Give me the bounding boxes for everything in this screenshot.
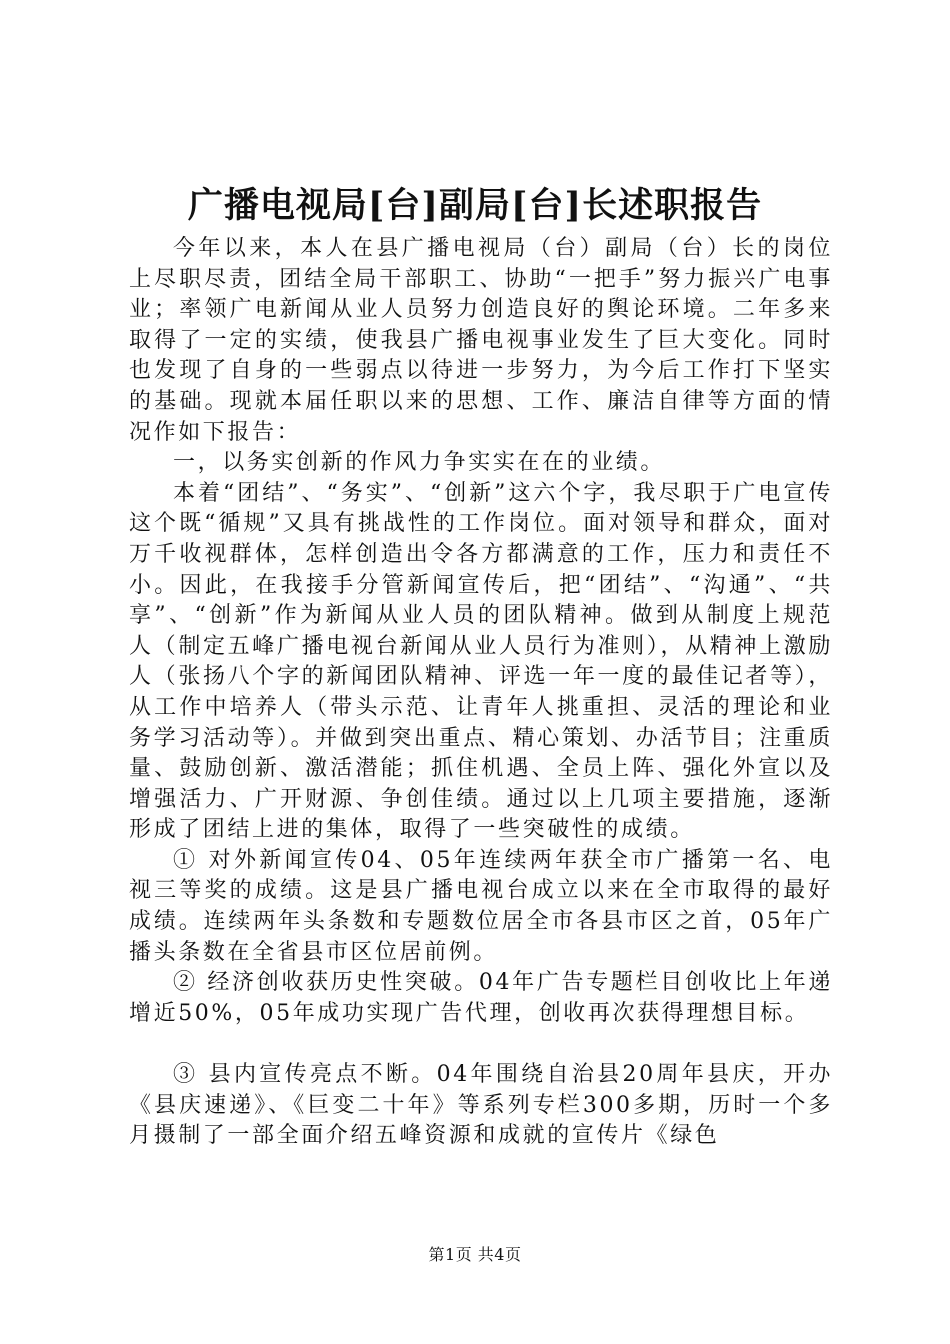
page-footer: 第1页 共4页 [428, 1245, 522, 1264]
list-item-2: ② 经济创收获历史性突破。04年广告专题栏目创收比上年递增近50%，05年成功实现广告代理，创收再次获得理想目标。 [129, 970, 833, 1026]
paragraph-teamwork: 本着“团结”、“务实”、“创新”这六个字，我尽职于广电宣传这个既“循规”又具有挑战性的工作岗位。面对领导和群众，面对万千收视群体，怎样创造出令各方都满意的工作，压力和责任不小。因此，在我接手分管新闻宣传后，把“团结”、“沟通”、“共享”、“创新”作为新闻从业人员的团队精神。做到从制度上规范人（制定五峰广播电视台新闻从业人员行为准则），从精神上激励人（张扬八个字的新闻团队精神、评选一年一度的最佳记者等），从工作中培养人（带头示范、让青年人挑重担、灵活的理论和业务学习活动等）。并做到突出重点、精心策划、办活节目；注重质量、鼓励创新、激活潜能；抓住机遇、全员上阵、强化外宣以及增强活力、广开财源、争创佳绩。通过以上几项主要措施，逐渐形成了团结上进的集体，取得了一些突破性的成绩。 [129, 480, 833, 843]
document-title: 广播电视局[台]副局[台]长述职报告 [187, 185, 763, 226]
list-item-3: ③ 县内宣传亮点不断。04年围绕自治县20周年县庆，开办《县庆速递》、《巨变二十年》等系列专栏300多期，历时一个多月摄制了一部全面介绍五峰资源和成就的宣传片《绿色 [129, 1062, 833, 1149]
list-item-1: ① 对外新闻宣传04、05年连续两年获全市广播第一名、电视三等奖的成绩。这是县广播电视台成立以来在全市取得的最好成绩。连续两年头条数和专题数位居全市各县市区之首，05年广播头条数在全省县市区位居前例。 [129, 847, 833, 965]
paragraph-intro: 今年以来，本人在县广播电视局（台）副局（台）长的岗位上尽职尽责，团结全局干部职工、协助“一把手”努力振兴广电事业；率领广电新闻从业人员努力创造良好的舆论环境。二年多来取得了一定的实绩，使我县广播电视事业发生了巨大变化。同时也发现了自身的一些弱点以待进一步努力，为今后工作打下坚实的基础。现就本届任职以来的思想、工作、廉洁自律等方面的情况作如下报告： [129, 236, 833, 445]
document-body [129, 234, 833, 1152]
section-heading-1: 一，以务实创新的作风力争实实在在的业绩。 [173, 450, 666, 476]
